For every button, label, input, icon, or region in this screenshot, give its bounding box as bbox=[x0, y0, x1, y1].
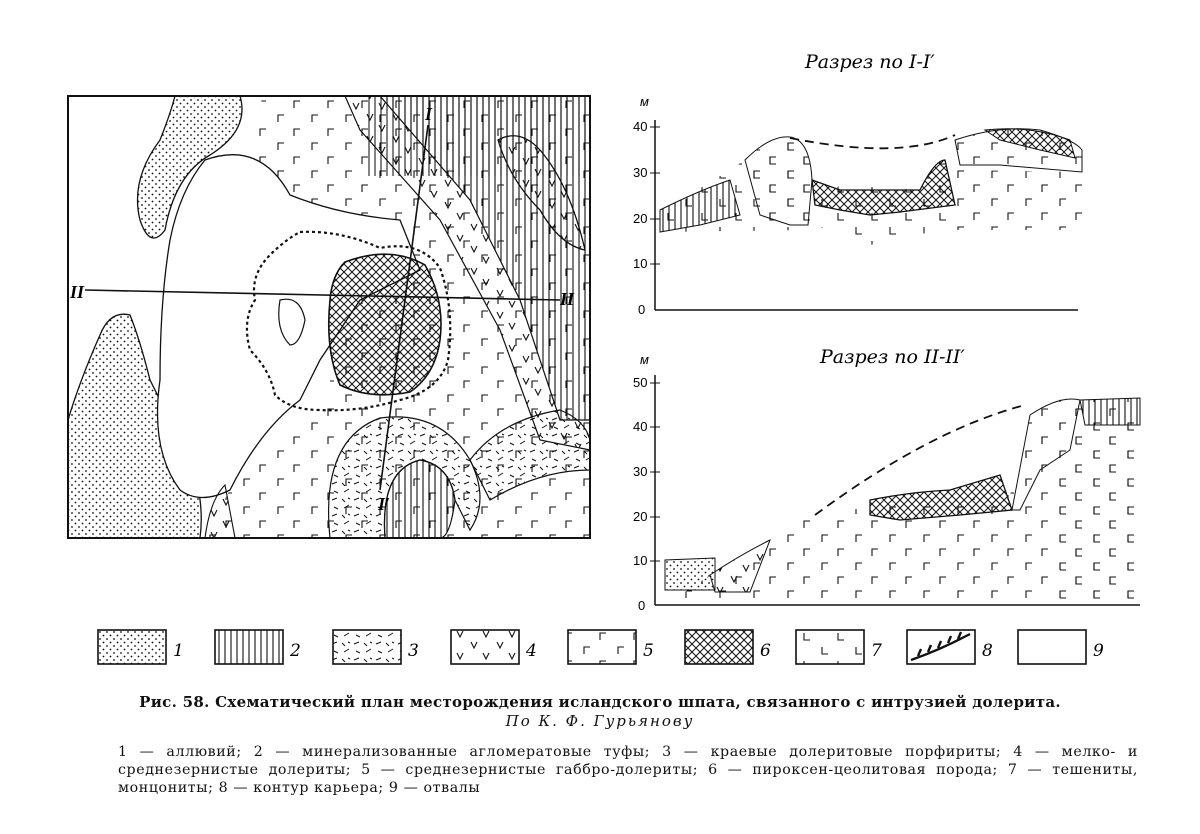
legend-label-7: 7 bbox=[871, 641, 882, 661]
section1-unit: м bbox=[640, 94, 649, 109]
legend-swatch-9 bbox=[1018, 630, 1086, 664]
legend-swatch-2 bbox=[215, 630, 283, 664]
legend-label-1: 1 bbox=[173, 641, 184, 661]
s2-tick-20: 20 bbox=[633, 509, 648, 524]
figure-caption-legend-text: 1 — аллювий; 2 — минерализованные агломератовые туфы; 3 — краевые долеритовые порфириты; 4 — мелко- и среднезернистые долериты; 5 — среднезернистые габбро-долериты; 6 — пироксен-цеолитовая порода; 7 — тешениты, монцониты; 8 — контур карьера; 9 — отвалы bbox=[118, 744, 1138, 796]
figure-caption-author: По К. Ф. Гурьянову bbox=[505, 712, 695, 730]
legend-label-9: 9 bbox=[1093, 641, 1104, 661]
legend-label-4: 4 bbox=[526, 641, 537, 661]
s2-tick-50: 50 bbox=[633, 375, 648, 390]
legend-swatch-1 bbox=[98, 630, 166, 664]
legend-swatch-5 bbox=[568, 630, 636, 664]
section-mark-ii-right: II bbox=[560, 289, 575, 309]
section2-title: Разрез по II-II′ bbox=[820, 346, 965, 368]
s1-tick-30: 30 bbox=[633, 165, 648, 180]
s2-tick-30: 30 bbox=[633, 464, 648, 479]
legend-label-8: 8 bbox=[982, 641, 993, 661]
legend-label-6: 6 bbox=[760, 641, 771, 661]
legend-swatch-3 bbox=[333, 630, 401, 664]
figure-caption-title: Рис. 58. Схематический план месторождения исландского шпата, связанного с интрузией долерита. bbox=[139, 693, 1061, 711]
section-mark-i: I bbox=[425, 104, 433, 124]
legend-swatch-7 bbox=[796, 630, 864, 664]
legend-swatch-4 bbox=[451, 630, 519, 664]
section2-unit: м bbox=[640, 352, 649, 367]
s1-tick-20: 20 bbox=[633, 211, 648, 226]
s2-tick-10: 10 bbox=[633, 553, 648, 568]
section1-profile bbox=[660, 129, 1082, 245]
legend-swatch-6 bbox=[685, 630, 753, 664]
legend-label-5: 5 bbox=[643, 641, 654, 661]
legend-label-2: 2 bbox=[290, 641, 301, 661]
legend bbox=[98, 630, 1086, 664]
geologic-map bbox=[68, 96, 590, 538]
s2-tick-40: 40 bbox=[633, 419, 648, 434]
legend-label-3: 3 bbox=[408, 641, 419, 661]
s2-tick-0: 0 bbox=[638, 598, 646, 613]
section-mark-i-prime: I′ bbox=[378, 494, 391, 514]
section1-title: Разрез по I-I′ bbox=[805, 51, 935, 73]
section-mark-ii-left: II bbox=[70, 282, 85, 302]
section2-profile bbox=[665, 398, 1140, 600]
s1-tick-0: 0 bbox=[638, 302, 646, 317]
s1-tick-10: 10 bbox=[633, 256, 648, 271]
s1-tick-40: 40 bbox=[633, 119, 648, 134]
